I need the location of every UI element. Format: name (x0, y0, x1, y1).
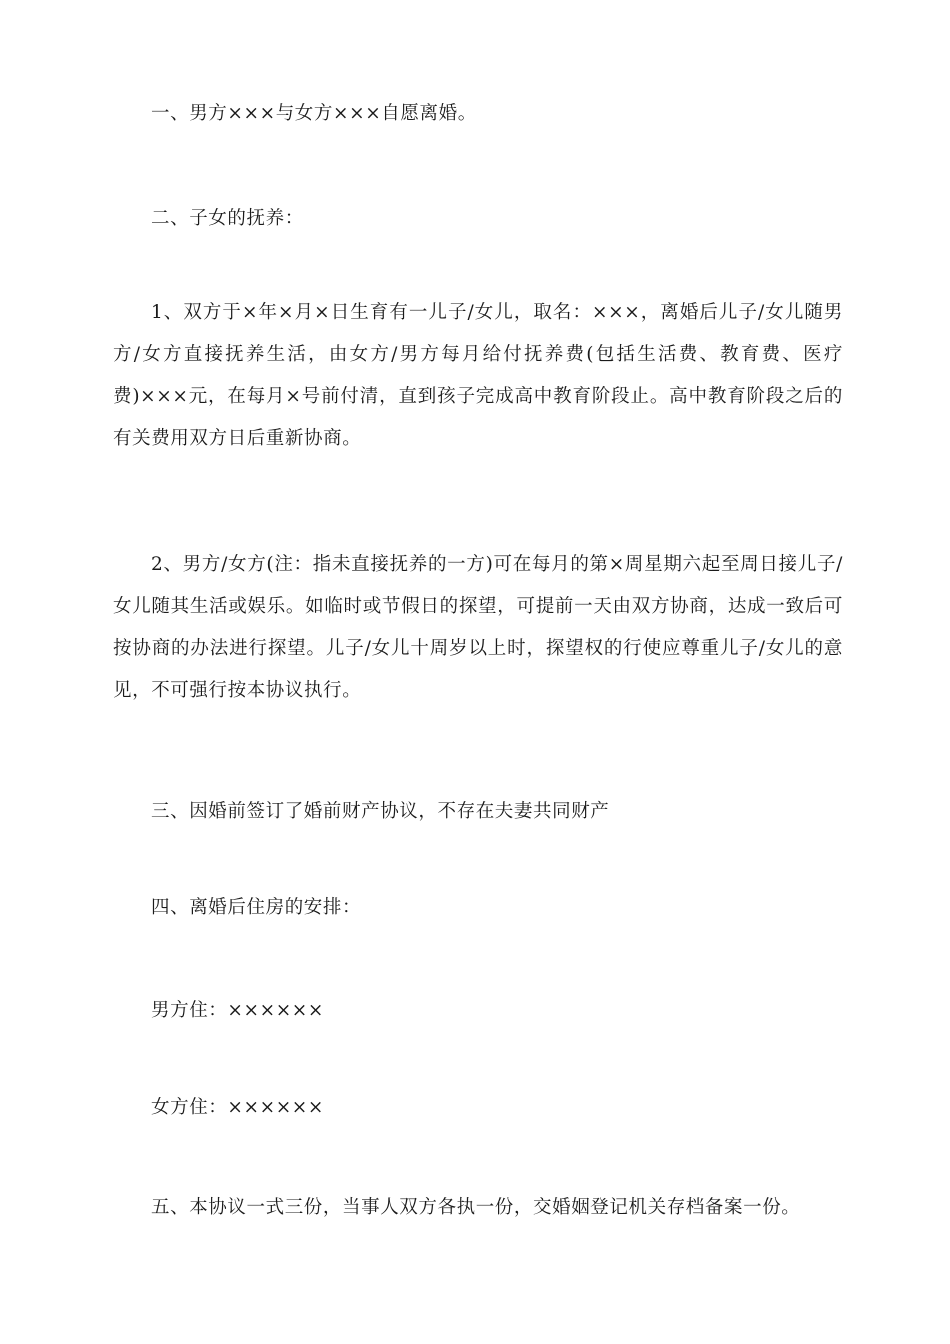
housing-female: 女方住：×××××× (151, 1097, 325, 1118)
clause-3-property: 三、因婚前签订了婚前财产协议，不存在夫妻共同财产 (151, 801, 610, 822)
clause-2-child-custody-heading: 二、子女的抚养： (151, 208, 304, 229)
housing-male: 男方住：×××××× (151, 1000, 325, 1021)
clause-1-divorce-consent: 一、男方×××与女方×××自愿离婚。 (151, 103, 477, 124)
clause-2-1-child-support: 1、双方于×年×月×日生育有一儿子/女儿，取名：×××，离婚后儿子/女儿随男方/女方直接抚养生活，由女方/男方每月给付抚养费(包括生活费、教育费、医疗费)×××元，在每月×号前付清，直到孩子完成高中教育阶段止。高中教育阶段之后的有关费用双方日后重新协商。 (113, 302, 843, 449)
clause-5-copies: 五、本协议一式三份，当事人双方各执一份，交婚姻登记机关存档备案一份。 (151, 1197, 801, 1218)
clause-2-2-visitation: 2、男方/女方(注：指未直接抚养的一方)可在每月的第×周星期六起至周日接儿子/女儿随其生活或娱乐。如临时或节假日的探望，可提前一天由双方协商，达成一致后可按协商的办法进行探望。儿子/女儿十周岁以上时，探望权的行使应尊重儿子/女儿的意见，不可强行按本协议执行。 (113, 554, 843, 701)
clause-4-housing-heading: 四、离婚后住房的安排： (151, 897, 362, 918)
